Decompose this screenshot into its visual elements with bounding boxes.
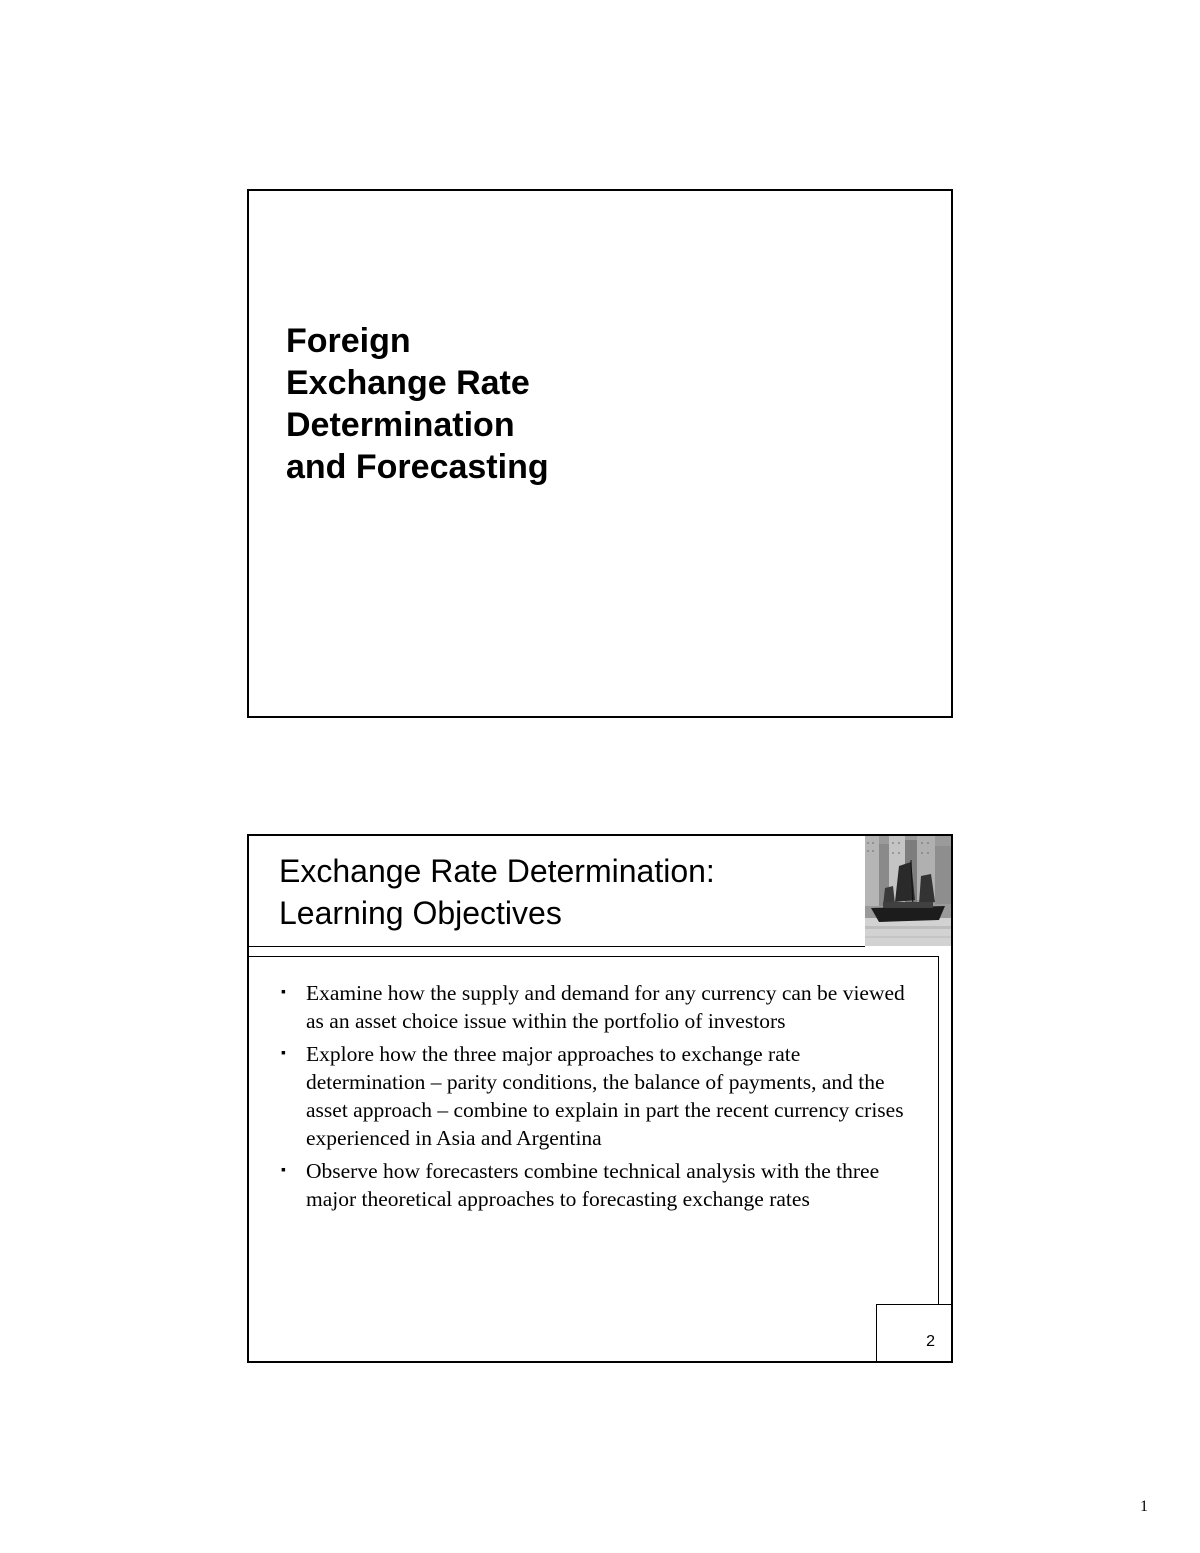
- page-number: 1: [1140, 1498, 1148, 1515]
- list-item-text: Explore how the three major approaches to exchange rate determination – parity conditions, the balance of payments, and the asset approach – combine to explain in part the recent currency crises experienced in Asia and Argentina: [306, 1042, 904, 1150]
- slide-number-box: [876, 1304, 951, 1361]
- objectives-list: [277, 979, 917, 1218]
- list-item: [277, 979, 917, 1035]
- junk-boat-photo: [865, 836, 951, 946]
- header-divider: [249, 946, 865, 947]
- list-item-text: Observe how forecasters combine technical analysis with the three major theoretical approaches to forecasting exchange rates: [306, 1159, 880, 1211]
- slide-1-title-line: Foreign: [286, 322, 411, 360]
- slide-1: [247, 189, 953, 718]
- slide-2-title: [279, 850, 715, 934]
- list-item-text: Examine how the supply and demand for any currency can be viewed as an asset choice issue within the portfolio of investors: [306, 981, 905, 1033]
- list-item: [277, 1040, 917, 1152]
- slide-2: [247, 834, 953, 1363]
- slide-number: 2: [926, 1333, 935, 1350]
- bullet-marker: ▪: [281, 985, 286, 1000]
- slide-1-title: [286, 320, 549, 488]
- slide-2-title-line: Exchange Rate Determination:: [279, 853, 715, 889]
- slide-1-title-line: Determination: [286, 406, 515, 444]
- list-item: [277, 1157, 917, 1213]
- slide-1-title-line: and Forecasting: [286, 448, 549, 486]
- slide-2-title-line: Learning Objectives: [279, 895, 562, 931]
- bullet-marker: ▪: [281, 1046, 286, 1061]
- slide-1-title-line: Exchange Rate: [286, 364, 530, 402]
- bullet-marker: ▪: [281, 1163, 286, 1178]
